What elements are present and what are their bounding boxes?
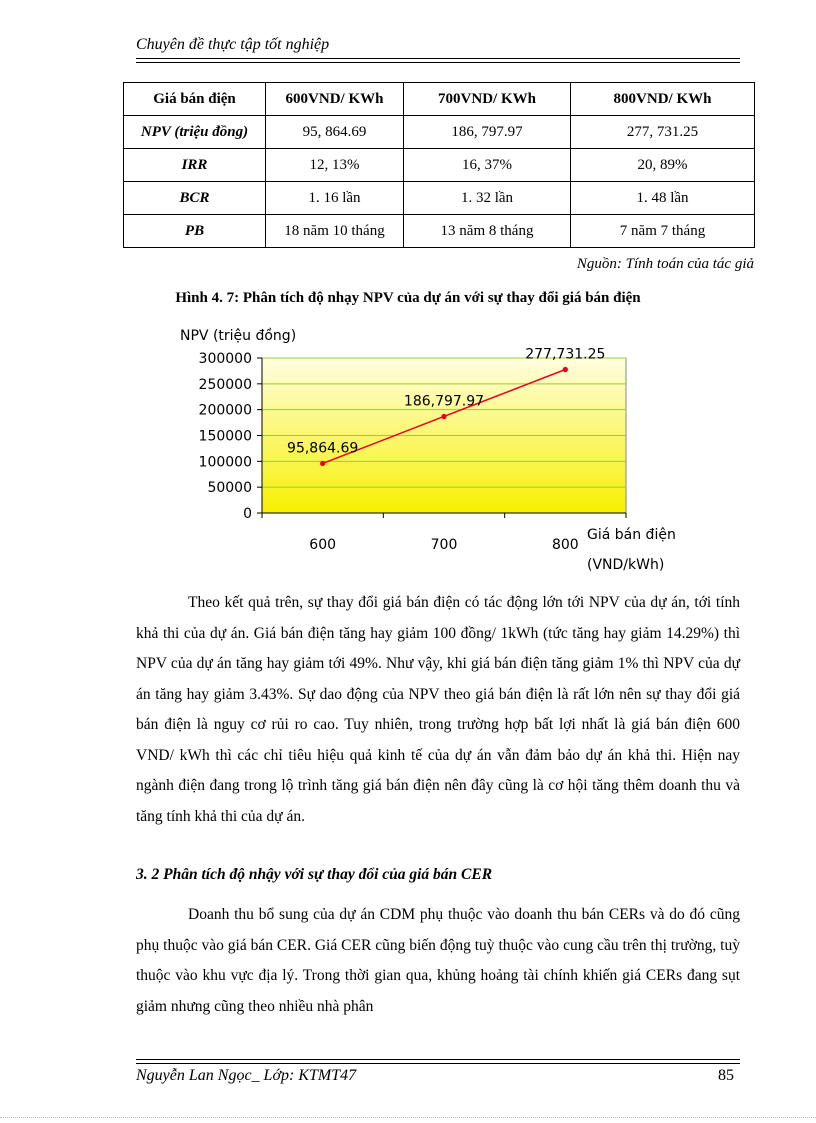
y-tick-label: 0	[243, 506, 252, 522]
table-cell: 18 năm 10 tháng	[266, 215, 404, 248]
row-label: BCR	[124, 182, 266, 215]
x-axis-title-unit: (VND/kWh)	[587, 557, 665, 573]
table-cell: 1. 16 lần	[266, 182, 404, 215]
y-axis-title: NPV (triệu đồng)	[180, 328, 297, 344]
header-rule	[136, 58, 740, 63]
data-label: 95,864.69	[287, 440, 359, 457]
y-axis-ticks	[199, 351, 262, 522]
page-number: 85	[718, 1067, 734, 1084]
table-row	[124, 116, 755, 149]
column-header: 600VND/ KWh	[266, 83, 404, 116]
figure-caption: Hình 4. 7: Phân tích độ nhạy NPV của dự án với sự thay đổi giá bán điện	[175, 290, 641, 306]
x-tick-label: 700	[430, 537, 458, 553]
table-cell: 277, 731.25	[571, 116, 755, 149]
data-label: 186,797.97	[403, 393, 485, 410]
x-tick-label: 600	[309, 537, 337, 553]
column-header: 700VND/ KWh	[404, 83, 571, 116]
table-cell: 186, 797.97	[404, 116, 571, 149]
table-cell: 1. 48 lần	[571, 182, 755, 215]
table-row	[124, 149, 755, 182]
column-header: 800VND/ KWh	[571, 83, 755, 116]
table-cell: 20, 89%	[571, 149, 755, 182]
row-label: IRR	[124, 149, 266, 182]
table-row	[124, 215, 755, 248]
y-tick-label: 100000	[198, 454, 252, 471]
table-cell: 12, 13%	[266, 149, 404, 182]
table-cell: 1. 32 lần	[404, 182, 571, 215]
table-header-row	[124, 83, 755, 116]
row-label: PB	[124, 215, 266, 248]
page-edge	[0, 1117, 816, 1118]
y-tick-label: 300000	[198, 351, 252, 367]
data-point	[563, 367, 568, 372]
footer-rule	[136, 1059, 740, 1064]
table-cell: 7 năm 7 tháng	[571, 215, 755, 248]
x-axis-title: Giá bán điện	[587, 527, 676, 543]
table-cell: 16, 37%	[404, 149, 571, 182]
y-tick-label: 50000	[207, 480, 252, 497]
section-heading: 3. 2 Phân tích độ nhậy với sự thay đổi của giá bán CER	[136, 866, 493, 883]
npv-line-chart	[0, 310, 816, 580]
paragraph-cer-analysis	[136, 900, 740, 1022]
data-point	[320, 461, 325, 466]
source-note: Nguồn: Tính toán của tác giả	[576, 256, 754, 272]
sensitivity-table	[123, 82, 755, 248]
data-label: 277,731.25	[525, 346, 606, 363]
data-point	[441, 414, 446, 419]
row-label: NPV (triệu đồng)	[124, 116, 266, 149]
paragraph-text: Doanh thu bổ sung của dự án CDM phụ thuộc vào doanh thu bán CERs và do đó cũng phụ thuộc vào giá bán CER. Giá CER cũng biến động tuỳ thuộc vào cung cầu trên thị trường, tuỳ thuộc vào khu vực địa lý. Trong thời gian qua, khủng hoảng tài chính khiến giá CERs đang sụt giảm nhưng cũng theo nhiều nhà phân	[136, 906, 740, 1015]
y-tick-label: 150000	[198, 428, 252, 445]
table-cell: 13 năm 8 tháng	[404, 215, 571, 248]
running-header: Chuyên đề thực tập tốt nghiệp	[136, 36, 330, 53]
x-tick-label: 800	[551, 537, 579, 553]
paragraph-text: Theo kết quả trên, sự thay đổi giá bán điện có tác động lớn tới NPV của dự án, tới tính khả thi của dự án. Giá bán điện tăng hay giảm 100 đồng/ 1kWh (tức tăng hay giảm 14.29%) thì NPV của dự án tăng hay giảm tới 49%. Như vậy, khi giá bán điện tăng giảm 1% thì NPV của dự án tăng hay giảm 3.43%. Sự dao động của NPV theo giá bán điện là rất lớn nên sự thay đổi giá bán điện là nguy cơ rủi ro cao. Tuy nhiên, trong trường hợp bất lợi nhất là giá bán điện 600 VND/ kWh thì các chỉ tiêu hiệu quả kinh tế của dự án vẫn đảm bảo dự án khả thi. Hiện nay ngành điện đang trong lộ trình tăng giá bán điện nên đây cũng là cơ hội tăng thêm doanh thu và tăng tính khả thi của dự án.	[136, 594, 740, 825]
y-tick-label: 250000	[198, 376, 252, 393]
column-header: Giá bán điện	[124, 83, 266, 116]
table-row	[124, 182, 755, 215]
y-tick-label: 200000	[198, 402, 252, 419]
footer-author: Nguyễn Lan Ngọc_ Lớp: KTMT47	[136, 1067, 357, 1084]
table-cell: 95, 864.69	[266, 116, 404, 149]
paragraph-npv-analysis	[136, 588, 740, 832]
